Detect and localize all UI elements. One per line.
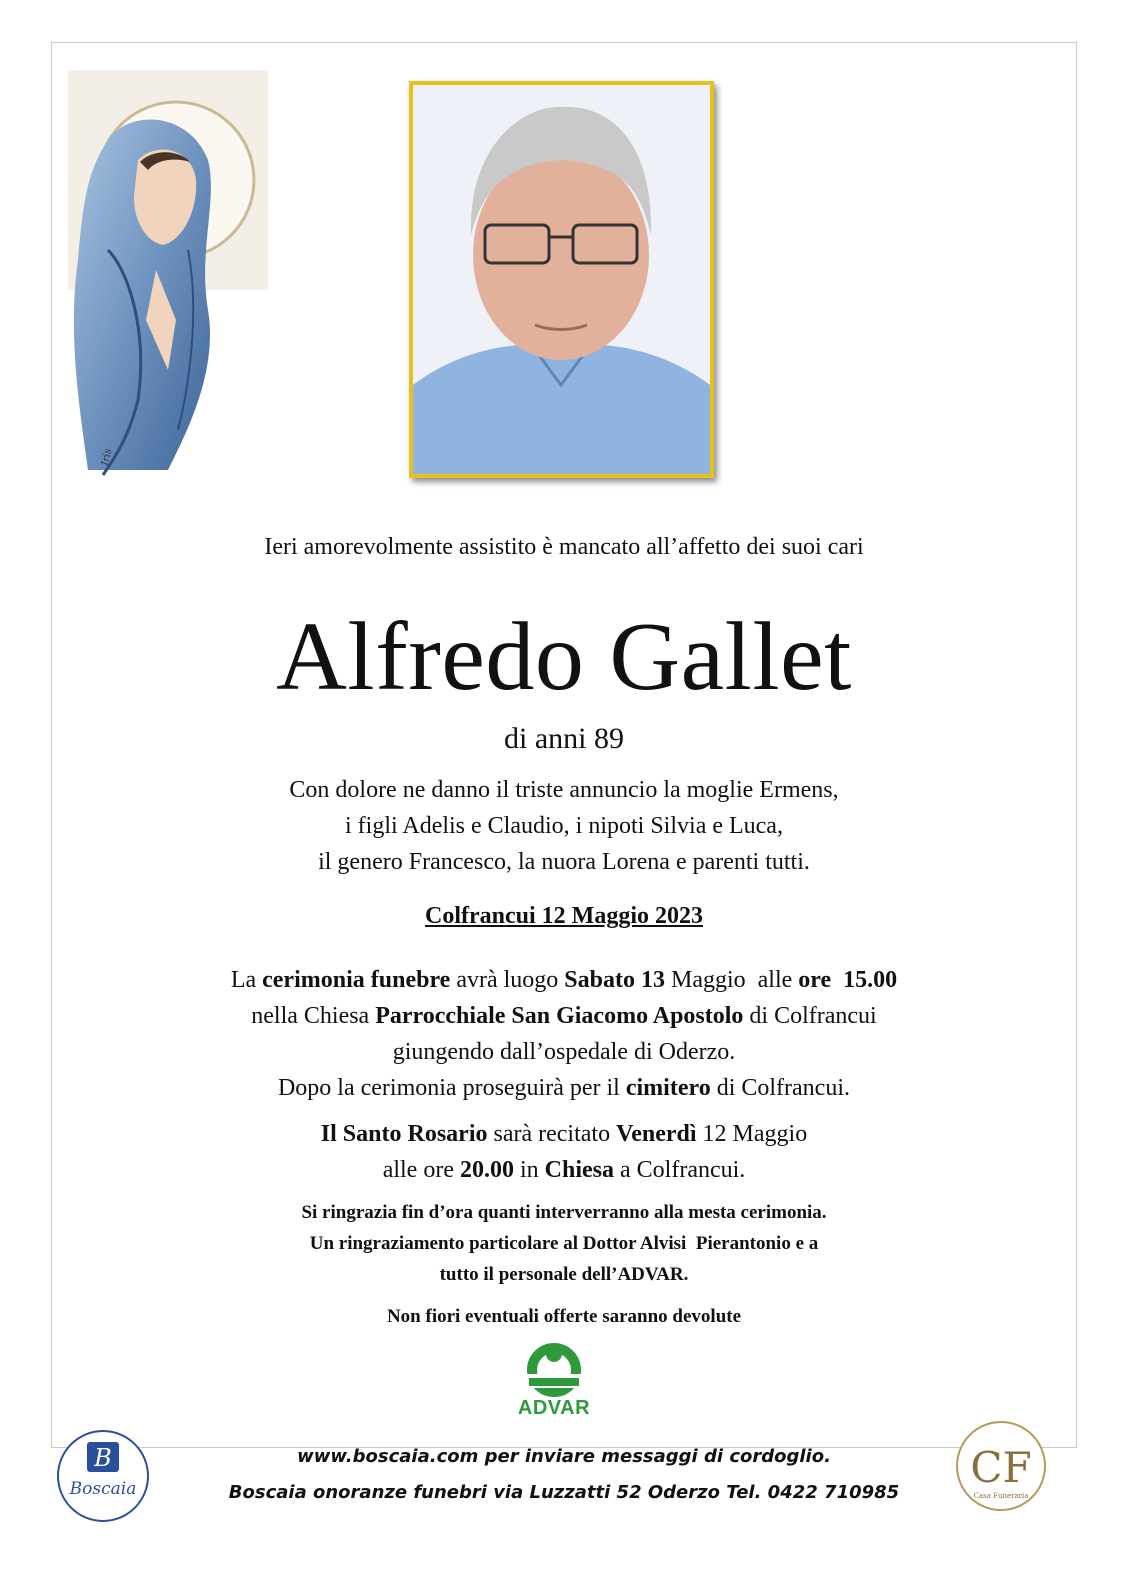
funeral-text: nella Chiesa [251,1003,376,1029]
cf-logo-text: Casa Funeraria [973,1492,1029,1500]
boscaia-logo [55,1428,151,1524]
rosary-church-bold: Chiesa [544,1157,614,1183]
funeral-line-4 [0,1070,1128,1106]
flowers-note: Non fiori eventuali offerte saranno devolute [386,1306,742,1327]
funeral-text-bold: cerimonia funebre [262,967,451,993]
funeral-day-bold: Sabato 13 [564,967,665,993]
announcement-line: Con dolore ne danno il triste annuncio la moglie Ermens, [289,777,839,803]
funeral-text: La [230,967,263,993]
funeral-text: di Colfrancui. [710,1075,851,1101]
thanks-note [0,1197,1128,1290]
thanks-line: Un ringraziamento particolare al Dottor Alvisi Pierantonio e a [309,1233,819,1254]
funeral-text: Dopo la cerimonia proseguirà per il [277,1075,626,1101]
casa-funeraria-logo [953,1420,1049,1516]
rosary-details [0,1116,1128,1188]
rosary-line-2 [0,1152,1128,1188]
rosary-title-bold: Il Santo Rosario [320,1121,488,1147]
thanks-line: Si ringrazia fin d’ora quanti interverranno alla mesta cerimonia. [301,1202,827,1223]
deceased-portrait [409,81,714,478]
rosary-text: a Colfrancui. [614,1157,746,1183]
funeral-line-1 [0,962,1128,998]
funeral-text: Maggio alle [664,967,799,993]
boscaia-logo-text: Boscaia [69,1479,137,1499]
rosary-day-bold: Venerdì [616,1121,697,1147]
announcement-line: il genero Francesco, la nuora Lorena e parenti tutti. [318,849,810,875]
madonna-illustration [68,70,268,486]
announcement [0,772,1128,880]
funeral-text: di Colfrancui [743,1003,877,1029]
advar-label: ADVAR [517,1397,591,1419]
rosary-text: alle ore [382,1157,460,1183]
rosary-text: 12 Maggio [696,1121,808,1147]
rosary-time-bold: 20.00 [459,1157,514,1183]
svg-text:Iris: Iris [100,447,114,467]
rosary-text: sarà recitato [487,1121,617,1147]
svg-text:CF: CF [970,1443,1032,1492]
thanks-line: tutto il personale dell’ADVAR. [439,1264,689,1285]
age-text: di anni 89 [504,722,624,755]
rosary-text: in [513,1157,545,1183]
funeral-text: avrà luogo [450,967,565,993]
rosary-line-1 [0,1116,1128,1152]
footer-website-line: www.boscaia.com per inviare messaggi di cordoglio. [297,1446,831,1467]
intro-text: Ieri amorevolmente assistito è mancato all’affetto dei suoi cari [264,534,864,560]
announcement-line: i figli Adelis e Claudio, i nipoti Silvia e Luca, [345,813,783,839]
cemetery-bold: cimitero [625,1075,711,1101]
funeral-time-bold: ore 15.00 [798,967,898,993]
funeral-line-2 [0,998,1128,1034]
place-date [0,903,1128,930]
svg-text:B: B [94,1444,112,1472]
church-name-bold: Parrocchiale San Giacomo Apostolo [375,1003,744,1029]
footer-address-line: Boscaia onoranze funebri via Luzzatti 52 Oderzo Tel. 0422 710985 [228,1482,900,1503]
funeral-details [0,962,1128,1106]
funeral-line-3: giungendo dall’ospedale di Oderzo. [392,1039,736,1065]
place-date-text: Colfrancui 12 Maggio 2023 [425,903,703,929]
deceased-name: Alfredo Gallet [276,603,852,711]
